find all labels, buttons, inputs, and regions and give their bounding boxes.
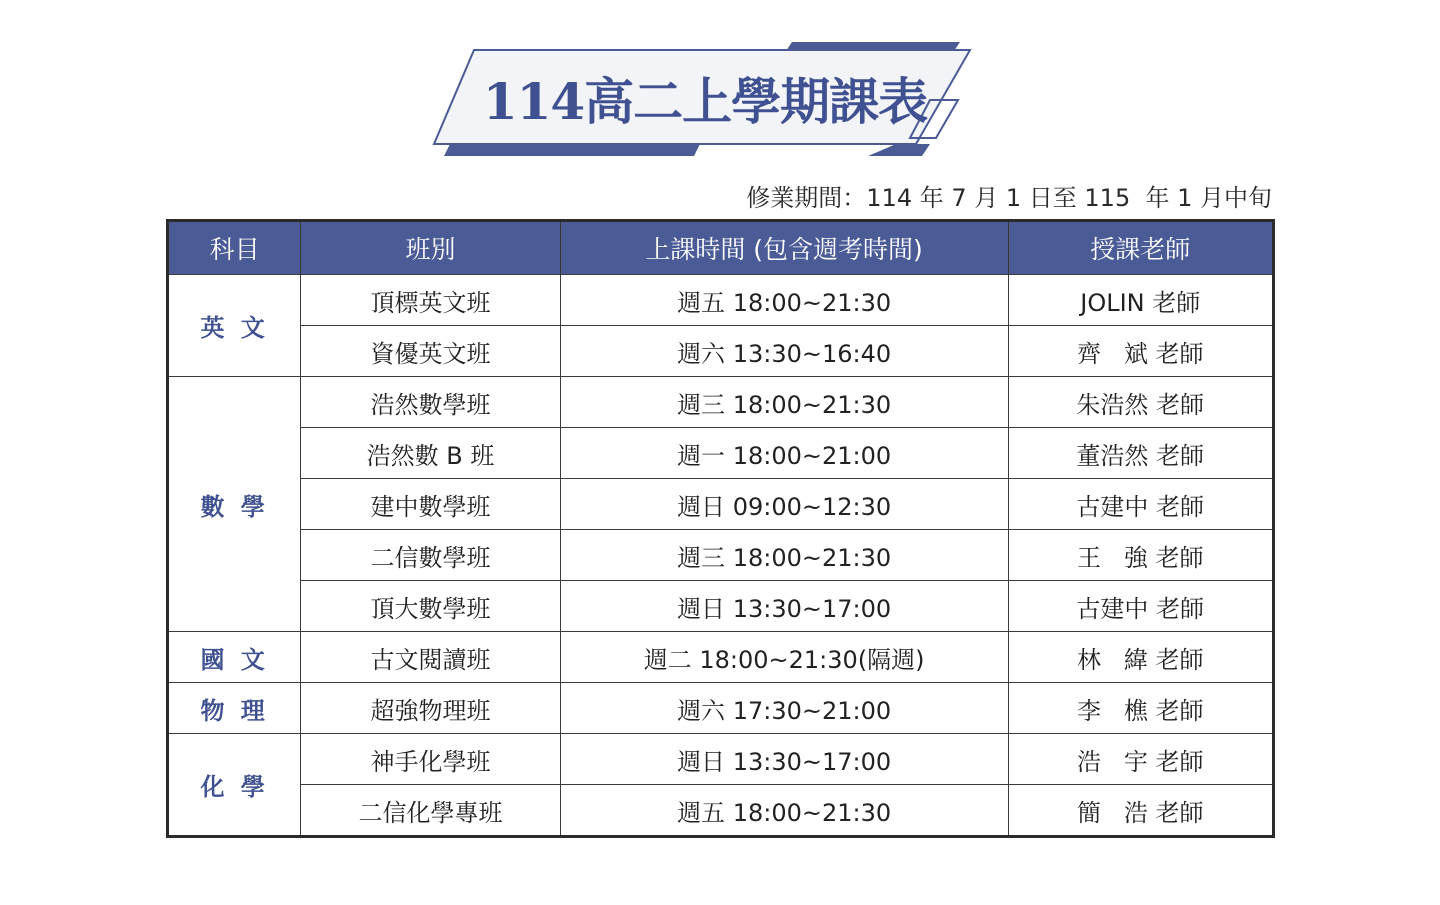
table-row — [168, 581, 1274, 632]
table-row — [168, 530, 1274, 581]
time-cell: 週三 18:00~21:30 — [560, 377, 1008, 428]
teacher-cell: 齊 斌 老師 — [1008, 326, 1274, 377]
table-row — [168, 785, 1274, 837]
time-cell: 週五 18:00~21:30 — [560, 785, 1008, 837]
class-cell: 建中數學班 — [301, 479, 560, 530]
subject-cell: 國 文 — [168, 632, 301, 683]
table-row — [168, 275, 1274, 326]
teacher-cell: 簡 浩 老師 — [1008, 785, 1274, 837]
header-class: 班別 — [301, 221, 560, 275]
table-header-row — [168, 221, 1274, 275]
table-row — [168, 326, 1274, 377]
class-cell: 二信化學專班 — [301, 785, 560, 837]
page-title: 114高二上學期課表 — [482, 72, 928, 131]
class-cell: 神手化學班 — [301, 734, 560, 785]
time-cell: 週日 13:30~17:00 — [560, 581, 1008, 632]
header-time: 上課時間 (包含週考時間) — [560, 221, 1008, 275]
title-banner — [430, 40, 980, 160]
class-cell: 頂大數學班 — [301, 581, 560, 632]
time-cell: 週一 18:00~21:00 — [560, 428, 1008, 479]
teacher-cell: 林 緯 老師 — [1008, 632, 1274, 683]
table-row — [168, 734, 1274, 785]
teacher-cell: 朱浩然 老師 — [1008, 377, 1274, 428]
table-row — [168, 683, 1274, 734]
subject-cell: 化 學 — [168, 734, 301, 837]
time-cell: 週三 18:00~21:30 — [560, 530, 1008, 581]
time-cell: 週日 13:30~17:00 — [560, 734, 1008, 785]
teacher-cell: 王 強 老師 — [1008, 530, 1274, 581]
time-cell: 週日 09:00~12:30 — [560, 479, 1008, 530]
header-teacher: 授課老師 — [1008, 221, 1274, 275]
subject-cell: 英 文 — [168, 275, 301, 377]
teacher-cell: 李 樵 老師 — [1008, 683, 1274, 734]
subject-cell: 數 學 — [168, 377, 301, 632]
class-cell: 頂標英文班 — [301, 275, 560, 326]
time-cell: 週六 17:30~21:00 — [560, 683, 1008, 734]
teacher-cell: 古建中 老師 — [1008, 581, 1274, 632]
teacher-cell: 古建中 老師 — [1008, 479, 1274, 530]
table-row — [168, 428, 1274, 479]
time-cell: 週五 18:00~21:30 — [560, 275, 1008, 326]
class-cell: 二信數學班 — [301, 530, 560, 581]
study-period: 修業期間：114 年 7 月 1 日至 115 年 1 月中旬 — [746, 184, 1272, 212]
time-cell: 週二 18:00~21:30(隔週) — [560, 632, 1008, 683]
teacher-cell: 浩 宇 老師 — [1008, 734, 1274, 785]
subject-cell: 物 理 — [168, 683, 301, 734]
class-cell: 資優英文班 — [301, 326, 560, 377]
schedule-table — [166, 219, 1275, 838]
class-cell: 浩然數學班 — [301, 377, 560, 428]
table-row — [168, 377, 1274, 428]
class-cell: 浩然數 B 班 — [301, 428, 560, 479]
time-cell: 週六 13:30~16:40 — [560, 326, 1008, 377]
table-row — [168, 632, 1274, 683]
teacher-cell: 董浩然 老師 — [1008, 428, 1274, 479]
table-row — [168, 479, 1274, 530]
teacher-cell: JOLIN 老師 — [1008, 275, 1274, 326]
header-subject: 科目 — [168, 221, 301, 275]
class-cell: 超強物理班 — [301, 683, 560, 734]
class-cell: 古文閱讀班 — [301, 632, 560, 683]
